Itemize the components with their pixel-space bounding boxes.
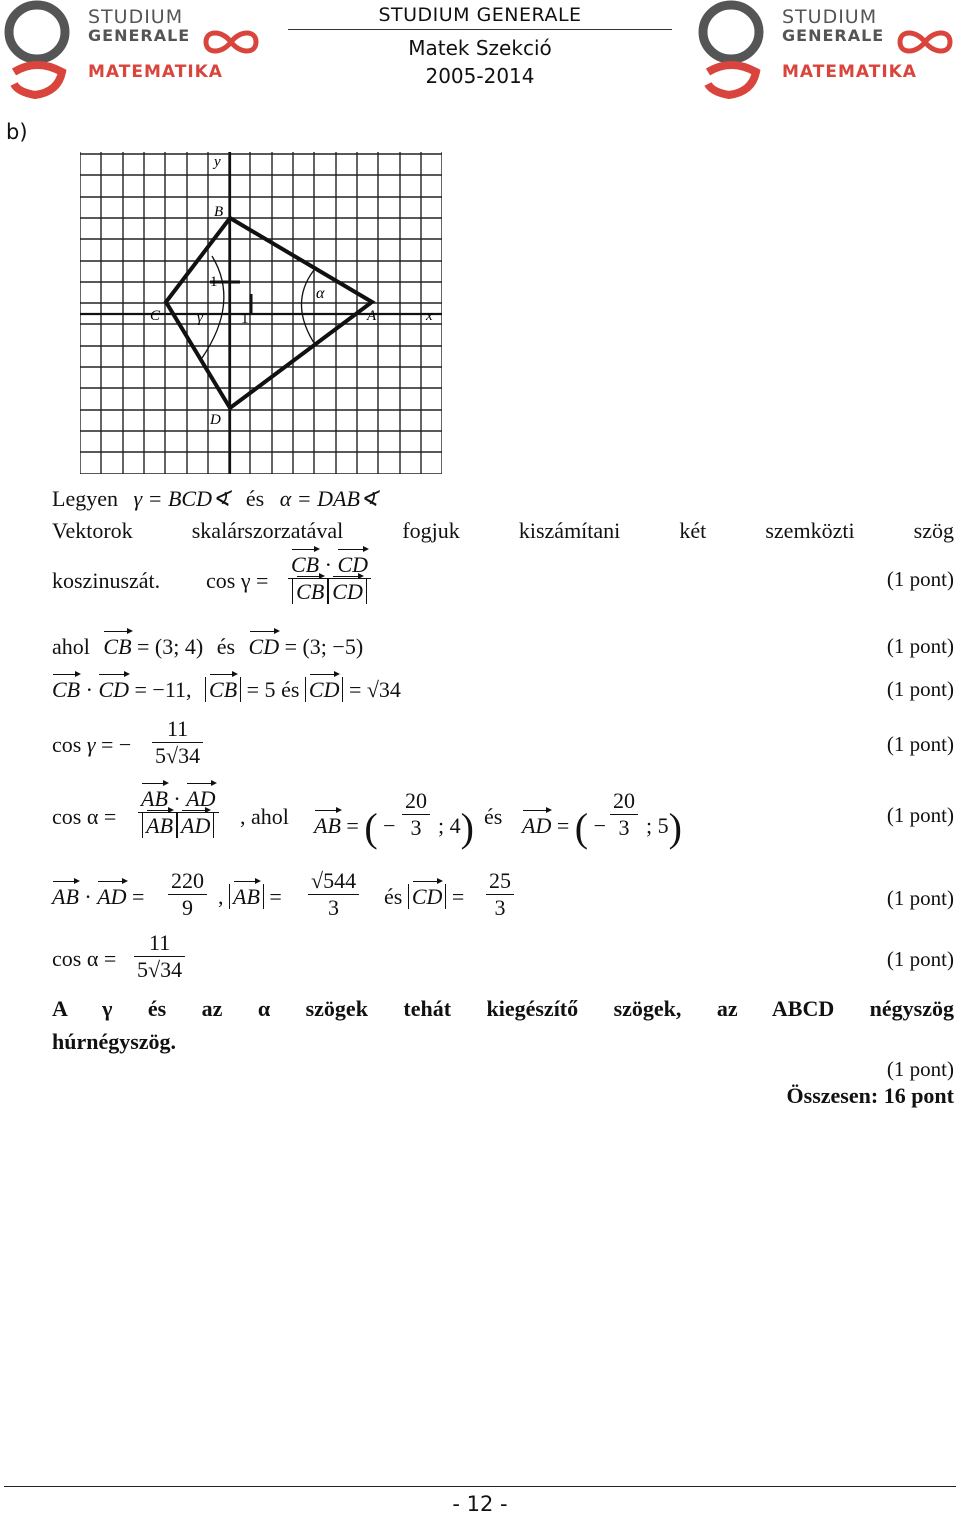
vec-cd-abs: CD [411, 884, 443, 909]
point-4: (1 pont) [886, 732, 954, 756]
cos-gamma-fraction: CB · CD CB CD [288, 552, 371, 605]
line-cos-gamma-result: cos γ = − $\frac{11}{5√34}$ [52, 716, 954, 778]
gamma-arc [202, 256, 224, 358]
point-1: (1 pont) [886, 567, 954, 591]
logo-mark-icon [0, 0, 80, 100]
cos-gamma-num: 11 [152, 716, 203, 743]
cos-gamma-label: cos γ = [206, 568, 269, 593]
word-es: és [384, 884, 403, 909]
logo-text-1: STUDIUM [88, 6, 184, 28]
label-b: B [214, 204, 224, 220]
cos-gamma-den: 5√34 [155, 743, 201, 768]
line-legyen [52, 486, 954, 512]
dot-cb-cd-value: = −11, [134, 677, 192, 702]
vec-cd-abs: CD [308, 677, 340, 702]
vec-cb-abs: CB [296, 579, 325, 604]
word-ahol: ahol [52, 634, 90, 659]
logo-mark-icon [694, 0, 774, 100]
label-d: D [210, 412, 221, 428]
header-title-block [280, 4, 680, 90]
point-5: (1 pont) [886, 803, 954, 827]
coordinate-figure [80, 152, 442, 474]
logo-text-2: GENERALE [88, 26, 191, 45]
logo-left [0, 0, 270, 100]
word: két [679, 518, 707, 543]
abs-ab-den: 3 [328, 895, 340, 920]
logo-right [694, 0, 960, 100]
label-one-y: 1 [210, 274, 218, 290]
gamma-definition: γ = BCD∢ [133, 486, 231, 511]
point-3: (1 pont) [886, 677, 954, 701]
abs-cd-fraction [486, 868, 514, 921]
ab-den: 3 [410, 815, 422, 840]
label-c: C [150, 308, 161, 324]
point-6: (1 pont) [886, 886, 954, 910]
conclusion-line-1: A γ és az α szögek tehát kiegészítő szögek, az ABCD négyszög [52, 996, 954, 1021]
word-koszinuszat: koszinuszát. [52, 568, 161, 593]
line-koszinusz [52, 552, 954, 622]
word-es: és [216, 634, 236, 659]
dot-ab-ad-num: 220 [168, 868, 207, 895]
abs-cd-num: 25 [486, 868, 514, 895]
line-dot-cb-cd: CB · CD = −11, CB = 5 és CD = √34 [52, 677, 401, 702]
dot-ab-ad-den: 9 [182, 895, 193, 920]
label-y: y [214, 154, 221, 170]
vec-ab: AB [314, 813, 341, 838]
alpha-definition: α = DAB∢ [279, 486, 379, 511]
abs-ab-fraction [308, 868, 359, 921]
cos-alpha-result-fraction [134, 930, 185, 983]
logo-text-3: MATEMATIKA [88, 62, 223, 82]
abs-cd-value: = √34 [348, 677, 401, 702]
cd-value: = (3; −5) [284, 634, 364, 659]
word-es: és [281, 677, 300, 702]
point-2: (1 pont) [886, 634, 954, 658]
infinity-icon [200, 28, 262, 56]
word: kiszámítani [518, 518, 621, 543]
ad-den: 3 [618, 815, 630, 840]
infinity-icon [894, 28, 956, 56]
label-x: x [426, 308, 433, 324]
word-legyen: Legyen [52, 486, 118, 511]
word: szemközti [765, 518, 855, 543]
cb-value: = (3; 4) [137, 634, 204, 659]
label-a: A [367, 308, 377, 324]
abs-ab-num: √544 [308, 868, 359, 895]
word-ahol: , ahol [240, 804, 289, 829]
vec-ab-abs: AB [233, 884, 260, 909]
vec-cd-abs: CD [332, 579, 363, 604]
vec-ad-abs: AD [181, 813, 211, 838]
label-alpha: α [316, 285, 325, 302]
word: fogjuk [402, 518, 460, 543]
word: szög [913, 518, 954, 543]
vec-ab-abs: AB [146, 813, 174, 838]
point-7: (1 pont) [886, 947, 954, 971]
word-es: és [484, 804, 503, 829]
vec-cb-abs: CB [209, 677, 238, 702]
footer-rule [4, 1486, 956, 1487]
vec-cb: CB [291, 552, 320, 577]
vec-cd: CD [248, 634, 280, 659]
header-rule [288, 29, 672, 30]
ad-rest: ; 5 [646, 813, 669, 838]
line-vektorok [52, 518, 954, 544]
vec-ab: AB [52, 884, 79, 909]
vec-cd: CD [98, 677, 130, 702]
ad-num: 20 [610, 788, 638, 815]
line-cos-alpha-result: cos α = $\frac{11}{5√34}$ [52, 930, 954, 992]
conclusion-line-2: húrnégyszög. [52, 1029, 177, 1054]
abs-cb-value: = 5 [246, 677, 276, 702]
vec-ad: AD [186, 786, 216, 811]
section-label: b) [6, 120, 28, 144]
point-8: (1 pont) [886, 1057, 954, 1081]
line-ahol [52, 634, 954, 660]
cos-alpha-num: 11 [134, 930, 185, 957]
line-ab-ad: AB · AD = $\frac{220}{9}$ , AB = $\frac{√544}{3}$ és CD = $\frac{25}{3}$ [52, 866, 954, 930]
vec-cb: CB [52, 677, 81, 702]
header-title: STUDIUM GENERALE [378, 4, 582, 26]
ad-x-fraction [610, 788, 638, 841]
vec-ad: AD [522, 813, 552, 838]
word: skalárszorzatával [191, 518, 344, 543]
word: Vektorok [52, 518, 133, 543]
vec-ad: AD [97, 884, 127, 909]
word-es: és [245, 486, 265, 511]
vec-cb: CB [103, 634, 132, 659]
ab-rest: ; 4 [438, 813, 461, 838]
cos-alpha-den: 5√34 [137, 957, 183, 982]
cos-gamma-result-fraction [152, 716, 203, 769]
line-cos-alpha: cos α = AB · AD AB AD , ahol AB = ( − $\frac{20}{3}$ ; 4) és AD = ( − $\frac{20}{3}$ ; 5) [52, 786, 682, 850]
ab-x-fraction [402, 788, 430, 841]
page-number: - 12 - [452, 1492, 508, 1516]
dot-ab-ad-fraction [168, 868, 207, 921]
cos-alpha-fraction: AB · AD AB AD [138, 786, 219, 839]
header-subtitle: Matek Szekció [408, 36, 552, 60]
logo-text-1: STUDIUM [782, 6, 878, 28]
header-years: 2005-2014 [425, 64, 535, 88]
logo-text-3: MATEMATIKA [782, 62, 917, 82]
cos-alpha-label: cos α = [52, 804, 117, 829]
total-points: Összesen: 16 pont [786, 1083, 954, 1108]
abs-cd-den: 3 [494, 895, 506, 920]
label-one-x: 1 [241, 311, 249, 327]
vec-cd: CD [337, 552, 369, 577]
ab-num: 20 [402, 788, 430, 815]
logo-text-2: GENERALE [782, 26, 885, 45]
vec-ab: AB [141, 786, 168, 811]
label-gamma: γ [197, 310, 203, 326]
